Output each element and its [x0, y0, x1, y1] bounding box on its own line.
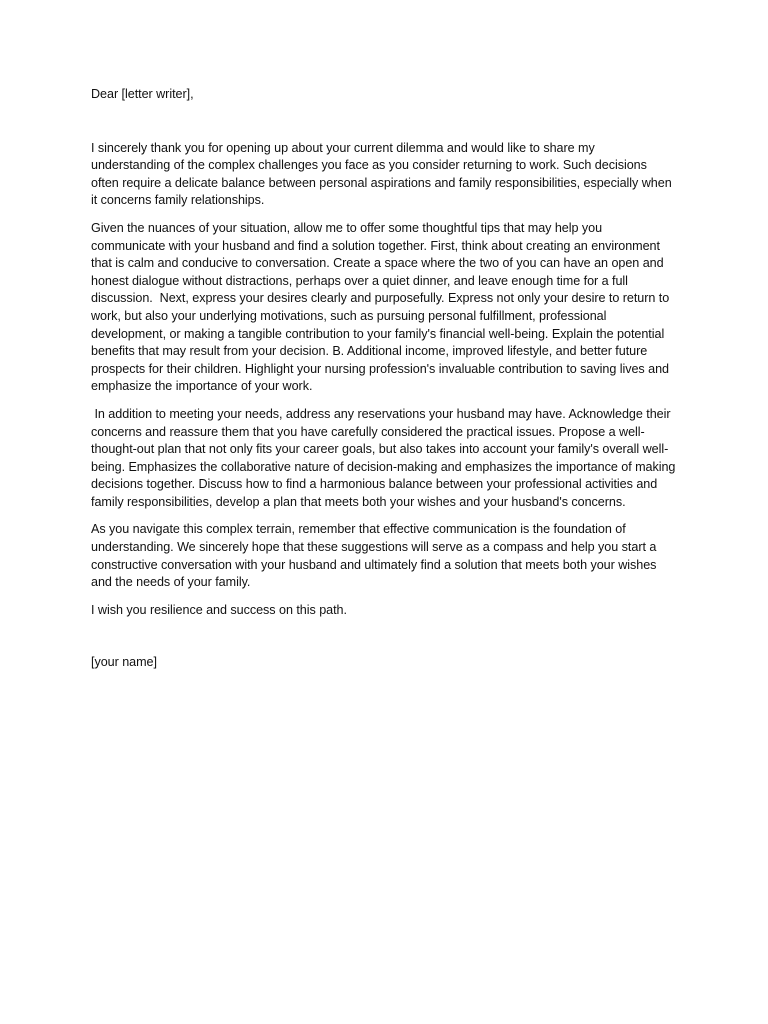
paragraph-communication: As you navigate this complex terrain, remember that effective communication is the foundation of understanding. We sincerely hope that these suggestions will serve as a compass and help you start a constructive conversation with your husband and ultimately find a solution that meets both your wishes and the needs of your family.: [91, 522, 660, 590]
paragraph-concerns: In addition to meeting your needs, address any reservations your husband may have. Acknowledge their concerns and reassure them that you have carefully considered the practical issues. Propose a well-thought-out plan that not only fits your career goals, but also takes into account your family's overall well-being. Emphasizes the collaborative nature of decision-making and emphasizes the importance of making decisions together. Discuss how to find a harmonious balance between your professional activities and family responsibilities, develop a plan that meets both your wishes and your husband's concerns.: [91, 406, 679, 509]
closing-line: I wish you resilience and success on this path.: [91, 602, 347, 617]
letter-body: [91, 86, 677, 672]
paragraph-thanks: I sincerely thank you for opening up about your current dilemma and would like to share my understanding of the complex challenges you face as you consider returning to work. Such decisions often require a delicate balance between personal aspirations and family responsibilities, especially when it concerns family relationships.: [91, 140, 676, 208]
salutation: Dear [letter writer],: [91, 87, 194, 101]
signature: [your name]: [91, 655, 157, 670]
paragraph-tips: Given the nuances of your situation, allow me to offer some thoughtful tips that may help you communicate with your husband and find a solution together. First, think about creating an environment that is calm and conducive to conversation. Create a space where the two of you can have an open and honest dialogue without distractions, perhaps over a quiet dinner, and leave enough time for a full discussion. Next, express your desires clearly and purposefully. Express not only your desire to return to work, but also your underlying motivations, such as pursuing personal fulfillment, professional development, or making a tangible contribution to your family's financial well-being. Explain the potential benefits that may result from your decision. B. Additional income, improved lifestyle, and better future prospects for their children. Highlight your nursing profession's invaluable contribution to saving lives and emphasize the importance of your work.: [91, 220, 673, 394]
